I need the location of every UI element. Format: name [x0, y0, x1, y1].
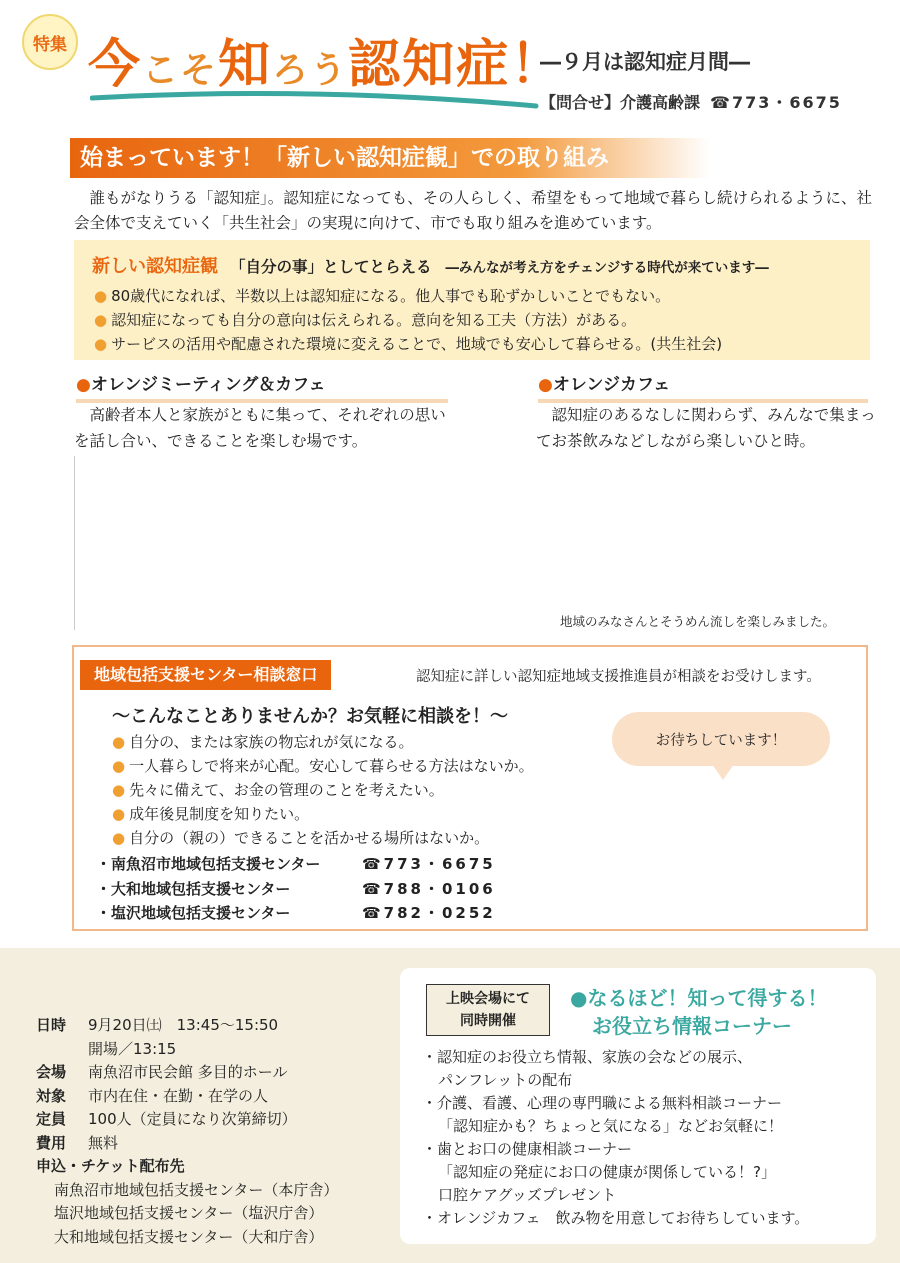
bullet-icon: ● [94, 287, 108, 305]
new-view-list [94, 284, 722, 356]
list-item-text: 成年後見制度を知りたい。 [129, 805, 310, 823]
bullet-icon: ● [112, 805, 126, 823]
new-view-subtitle: 「自分の事」としてとらえる [230, 258, 432, 276]
bullet-icon: ● [112, 757, 126, 775]
event-target-row [36, 1085, 338, 1109]
bullet-icon: ● [112, 829, 126, 847]
list-item-continued: パンフレットの配布 [438, 1071, 573, 1089]
title-part: 認知症！ [348, 35, 565, 95]
title-underline-swoosh [90, 88, 540, 112]
list-item-continued: 「認知症の発症にお口の健康が関係している！?」 [438, 1163, 776, 1181]
orange-meeting-heading [76, 370, 448, 403]
new-view-heading [92, 252, 769, 278]
event-venue: 南魚沼市民会館 多目的ホール [88, 1063, 288, 1081]
feature-badge: 特集 [22, 14, 78, 70]
list-item-text: サービスの活用や配慮された環境に変えることで、地域でも安心して暮らせる。(共生社会) [111, 335, 723, 353]
list-item: ・認知症のお役立ち情報、家族の会などの展示、 [422, 1048, 753, 1066]
center-phone: ☎782・0252 [362, 904, 496, 922]
event-capacity: 100人（定員になり次第締切） [88, 1110, 297, 1128]
title-part: ろう [272, 50, 349, 91]
list-item-text: 80歳代になれば、半数以上は認知症になる。他人事でも恥ずかしいことでもない。 [111, 287, 671, 305]
info-label: 会場 [36, 1063, 67, 1081]
info-corner-heading [570, 984, 827, 1040]
event-target: 市内在住・在勤・在学の人 [88, 1086, 269, 1105]
bullet-icon: ● [112, 781, 126, 799]
orange-cafe-heading [538, 370, 868, 403]
ticket-place: 塩沢地域包括支援センター（塩沢庁舎） [54, 1204, 324, 1222]
list-item [94, 332, 722, 356]
info-label: 日時 [36, 1016, 67, 1034]
event-venue-row [36, 1061, 338, 1085]
new-view-tagline: ―みんなが考え方をチェンジする時代が来ています― [445, 260, 769, 276]
tag-line: 上映会場にて [446, 991, 530, 1007]
event-date: 9月20日㈯ 13:45～15:50 [88, 1016, 279, 1034]
speech-bubble: お待ちしています！ [612, 712, 830, 766]
list-item-continued: 口腔ケアグッズプレゼント [438, 1186, 617, 1204]
info-label: 対象 [36, 1086, 67, 1105]
info-label: 費用 [36, 1133, 67, 1152]
center-row [96, 877, 496, 902]
event-open-row: 開場／13:15 [88, 1039, 177, 1058]
bullet-icon: ● [112, 733, 126, 751]
consultation-description: 認知症に詳しい認知症地域支援推進員が相談をお受けします。 [416, 669, 821, 685]
orange-cafe-text: 認知症のあるなしに関わらず、みんなで集まってお茶飲みなどしながら楽しいひと時。 [536, 406, 876, 450]
info-label: 定員 [36, 1110, 67, 1128]
event-info [36, 1014, 338, 1249]
heading-line: お役立ち情報コーナー [592, 1014, 792, 1038]
consultation-tag: 地域包括支援センター相談窓口 [80, 660, 331, 690]
event-date-row [36, 1014, 338, 1038]
info-corner-list [422, 1046, 809, 1230]
consultation-question: ～こんなことありませんか？お気軽に相談を！～ [112, 706, 508, 727]
concurrent-event-tag [426, 984, 550, 1036]
list-item-text: 自分の、または家族の物忘れが気になる。 [129, 733, 414, 751]
list-item: ・介護、看護、心理の専門職による無料相談コーナー [422, 1094, 783, 1112]
bullet-icon: ● [94, 311, 108, 329]
list-item [112, 826, 534, 850]
tag-line: 同時開催 [460, 1013, 516, 1029]
event-capacity-row [36, 1108, 338, 1132]
list-item-continued: 「認知症かも？ちょっと気になる」などお気軽に！ [438, 1117, 784, 1135]
center-list [96, 852, 496, 926]
list-item [112, 802, 534, 826]
intro-text: 誰もがなりうる「認知症」。認知症になっても、その人らしく、希望をもって地域で暮らし続けられるように、社会全体で支えていく「共生社会」の実現に向けて、市でも取り組みを進めています。 [74, 189, 872, 232]
center-name: ・南魚沼市地域包括支援センター [96, 855, 321, 873]
photo-area-edge [74, 456, 75, 630]
list-item [94, 308, 722, 332]
ticket-place: 南魚沼市地域包括支援センター（本庁舎） [54, 1180, 339, 1199]
list-item [112, 754, 534, 778]
section-banner: 始まっています！「新しい認知症観」での取り組み [70, 138, 710, 178]
list-item [112, 778, 534, 802]
contact-info [540, 90, 842, 113]
list-item-text: 一人暮らしで将来が心配。安心して暮らせる方法はないか。 [129, 757, 534, 775]
center-row [96, 901, 496, 926]
bullet-icon: ● [538, 375, 553, 395]
title-part: 今 [88, 35, 143, 95]
list-item: ・オレンジカフェ 飲み物を用意してお待ちしています。 [422, 1209, 810, 1227]
event-fee-row [36, 1132, 338, 1156]
orange-meeting-text: 高齢者本人と家族がともに集って、それぞれの思いを話し合い、できることを楽しむ場です。 [74, 406, 446, 450]
list-item-text: 先々に備えて、お金の管理のことを考えたい。 [129, 781, 444, 799]
subtitle: ―９月は認知症月間― [540, 50, 750, 74]
heading-text: オレンジミーティング＆カフェ [90, 375, 326, 395]
list-item [112, 730, 534, 754]
title-part: こそ [142, 50, 219, 91]
title-part: 知 [218, 35, 273, 95]
center-phone: ☎788・0106 [362, 879, 496, 898]
list-item [94, 284, 722, 308]
list-item-text: 自分の（親の）できることを活かせる場所はないか。 [129, 829, 490, 847]
heading-text: オレンジカフェ [552, 375, 671, 395]
contact-phone: ☎773・6675 [710, 93, 842, 112]
list-item: ・歯とお口の健康相談コーナー [422, 1140, 633, 1158]
center-name: ・大和地域包括支援センター [96, 879, 291, 898]
center-name: ・塩沢地域包括支援センター [96, 904, 291, 922]
new-view-title: 新しい認知症観 [92, 256, 218, 277]
speech-bubble-tail-icon [712, 764, 734, 780]
heading-line: ●なるほど！知って得する！ [570, 986, 828, 1010]
bullet-icon: ● [76, 375, 91, 395]
bullet-icon: ● [94, 335, 108, 353]
ticket-label: 申込・チケット配布先 [36, 1157, 185, 1175]
photo-caption: 地域のみなさんとそうめん流しを楽しみました。 [560, 614, 836, 629]
event-fee: 無料 [88, 1133, 119, 1152]
contact-label: 【問合せ】介護高齢課 [540, 93, 701, 112]
ticket-place: 大和地域包括支援センター（大和庁舎） [54, 1227, 324, 1246]
center-row [96, 852, 496, 877]
page-title [88, 22, 564, 97]
center-phone: ☎773・6675 [362, 855, 496, 873]
list-item-text: 認知症になっても自分の意向は伝えられる。意向を知る工夫（方法）がある。 [111, 311, 637, 329]
consultation-list [112, 730, 534, 850]
